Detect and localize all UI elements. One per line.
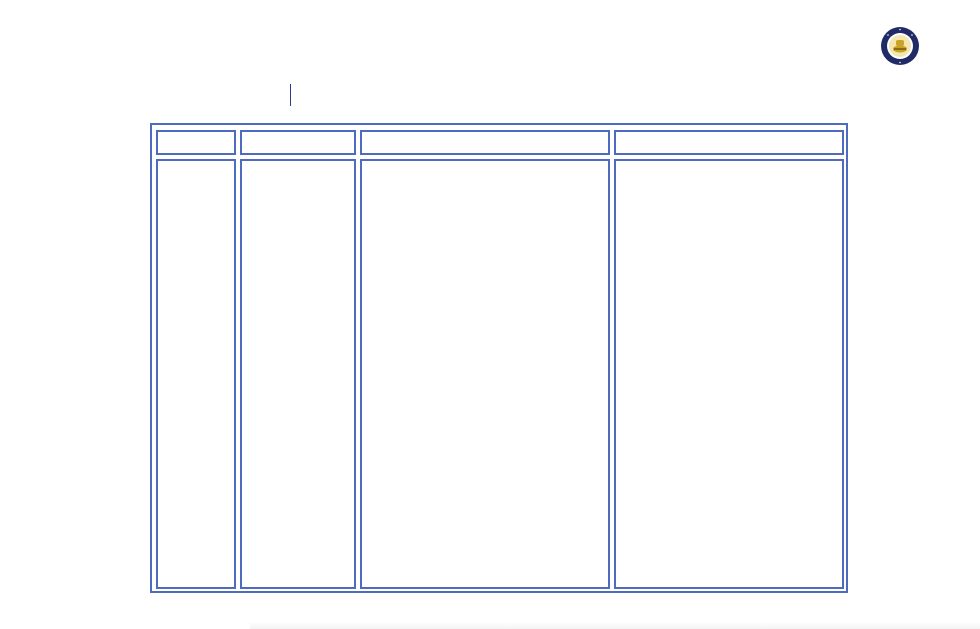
header-social — [614, 130, 844, 155]
header-date — [156, 130, 236, 155]
header-competition — [360, 130, 610, 155]
competition-column — [360, 159, 610, 589]
page-edge — [250, 622, 980, 629]
date-column — [156, 159, 236, 589]
club-logo-icon — [880, 26, 920, 66]
title-area — [290, 84, 297, 106]
text-cursor — [290, 84, 291, 106]
social-column — [614, 159, 844, 589]
programme-table — [150, 123, 848, 593]
day-column — [240, 159, 356, 589]
header-day — [240, 130, 356, 155]
